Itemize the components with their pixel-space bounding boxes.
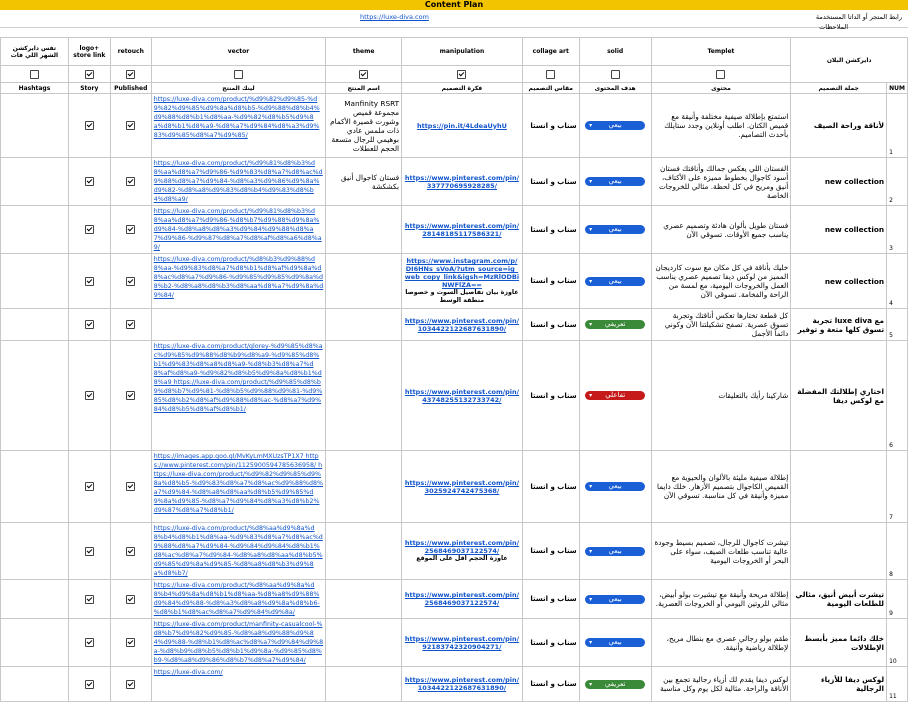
published-cell xyxy=(110,523,151,580)
story-checkbox[interactable] xyxy=(85,482,94,491)
column-header-row xyxy=(1,83,908,94)
row-number: 2 xyxy=(889,197,893,204)
table-row xyxy=(1,309,908,341)
top-checkbox[interactable] xyxy=(716,70,725,79)
published-checkbox[interactable] xyxy=(126,121,135,130)
product-name-cell xyxy=(326,254,402,309)
story-cell xyxy=(68,254,110,309)
col-header: فكرة التصميم xyxy=(402,83,523,94)
content-goal-cell xyxy=(579,667,651,702)
table-row xyxy=(1,451,908,523)
row-number-cell xyxy=(887,667,908,702)
th-vector: vector xyxy=(151,38,325,66)
story-checkbox[interactable] xyxy=(85,391,94,400)
hashtags-cell xyxy=(1,341,69,451)
design-phrase: لأناقة وراحة الصيف xyxy=(813,121,885,130)
design-size-cell xyxy=(522,206,579,254)
design-idea-link[interactable]: https://www.pinterest.com/pin/92183742320904271/ xyxy=(404,634,520,651)
design-size-cell xyxy=(522,94,579,158)
product-name-cell xyxy=(326,309,402,341)
published-checkbox[interactable] xyxy=(126,225,135,234)
top-check-cell xyxy=(579,66,651,83)
col-header: جملة التصميم xyxy=(791,83,887,94)
top-checkbox[interactable] xyxy=(546,70,555,79)
row-number-cell xyxy=(887,580,908,619)
content-text: استمتع بإطلالة صيفية مختلفة وأنيقة مع قميص الكتان. اطلب أونلاين وجدد ستايلك بأحدث التصاميم. xyxy=(664,112,789,139)
story-cell xyxy=(68,523,110,580)
published-checkbox[interactable] xyxy=(126,391,135,400)
th-retouch: retouch xyxy=(110,38,151,66)
published-checkbox[interactable] xyxy=(126,320,135,329)
design-idea-cell xyxy=(402,619,523,667)
top-check-cell xyxy=(651,66,791,83)
content-text-cell xyxy=(651,158,791,206)
design-size: سناب و انستا xyxy=(530,547,577,555)
story-cell xyxy=(68,341,110,451)
store-label: رابط المتجر أو الداتا المستخدمة xyxy=(815,13,902,21)
product-name-cell xyxy=(326,206,402,254)
design-phrase-cell xyxy=(791,451,887,523)
content-text-cell xyxy=(651,523,791,580)
product-name-cell xyxy=(326,523,402,580)
content-text: فستان طويل بألوان هادئة وتصميم عصري يناسب جميع الأوقات. تسوقي الآن xyxy=(663,220,789,239)
top-check-cell xyxy=(151,66,325,83)
story-checkbox[interactable] xyxy=(85,121,94,130)
top-checkbox[interactable] xyxy=(85,70,94,79)
row-number-cell xyxy=(887,341,908,451)
product-name-cell xyxy=(326,619,402,667)
design-idea-cell xyxy=(402,158,523,206)
design-size-cell xyxy=(522,309,579,341)
hashtags-cell xyxy=(1,619,69,667)
top-checkbox[interactable] xyxy=(234,70,243,79)
content-text-cell xyxy=(651,451,791,523)
product-name: Manfinity RSRT مجموعة قميص وشورت قصيرة الأكمام ذات ملمس عادي بوهيمي للرجال متسعة الحجم للعطلات xyxy=(330,98,400,153)
content-text-cell xyxy=(651,341,791,451)
th-collage: collage art xyxy=(522,38,579,66)
th-logo-store: logo+ store link xyxy=(68,38,110,66)
table-row xyxy=(1,254,908,309)
design-idea-link[interactable]: https://www.pinterest.com/pin/43748255132733742/ xyxy=(404,387,520,404)
col-header: هدف المحتوى xyxy=(579,83,651,94)
row-number: 1 xyxy=(889,149,893,156)
top-checkbox[interactable] xyxy=(30,70,39,79)
product-name-cell xyxy=(326,451,402,523)
top-check-cell xyxy=(68,66,110,83)
design-size-cell xyxy=(522,254,579,309)
design-idea-cell xyxy=(402,254,523,309)
content-goal-dropdown[interactable]: تعريفي ▾ xyxy=(585,320,645,329)
top-check-cell xyxy=(1,66,69,83)
product-name-cell xyxy=(326,580,402,619)
published-checkbox[interactable] xyxy=(126,680,135,689)
design-idea-cell xyxy=(402,451,523,523)
content-text-cell xyxy=(651,254,791,309)
design-idea-link[interactable]: https://www.pinterest.com/pin/1034422122687631890/ xyxy=(404,316,520,333)
top-check-row xyxy=(1,66,908,83)
product-link-cell xyxy=(151,580,325,619)
design-size: سناب و انستا xyxy=(530,638,577,647)
hashtags-cell xyxy=(1,309,69,341)
product-link-cell xyxy=(151,309,325,341)
product-link[interactable]: https://luxe-diva.com/product/%d9%82%d9%85-%d9%82%d9%85%d9%8a%d8%b5-%d9%88%d8%b4%d9%88%d8%b1%d8%aa-%d9%82%d8%b5%d9%8a%d8%b1%d8%a9-%d8%a7%d9%84%d8%a3%d9%83%d9%85%d8%a7%d9%85/ xyxy=(153,96,320,139)
content-goal-cell xyxy=(579,341,651,451)
published-cell xyxy=(110,158,151,206)
design-phrase-cell xyxy=(791,341,887,451)
table-row xyxy=(1,206,908,254)
content-goal-dropdown[interactable]: بيعي ▾ xyxy=(585,595,645,604)
top-checkbox[interactable] xyxy=(359,70,368,79)
published-cell xyxy=(110,94,151,158)
top-header-row xyxy=(1,38,908,66)
design-size-cell xyxy=(522,158,579,206)
design-phrase-cell xyxy=(791,580,887,619)
design-size: سناب و انستا xyxy=(530,277,577,285)
design-size: سناب و انستا xyxy=(530,121,577,130)
design-idea-cell xyxy=(402,94,523,158)
product-link[interactable]: https://luxe-diva.com/product/%d9%81%d8%b3%d8%aa%d8%a7%d9%86-%d8%b7%d9%88%d9%8a%d9%84-%d8%a8%d8%a3%d9%84%d9%88%d8%a7%d9%86-%d9%87%d8%a7%d8%af%d8%a6%d8%a9/ xyxy=(153,208,322,251)
content-text-cell xyxy=(651,667,791,702)
notes-label: الملاحظات xyxy=(819,23,848,31)
design-idea-cell xyxy=(402,523,523,580)
product-link[interactable]: https://luxe-diva.com/product/manfinity-casualcool-%d8%b7%d9%82%d9%85-%d8%a8%d9%88%d9%84%d9%88-%d8%b1%d8%ac%d8%a7%d9%84%d9%8a-%d8%b9%d8%b5%d8%b1%d9%8a-%d9%85%d8%b9-%d8%a8%d9%86%d8%b7%d8%a7%d9%84/ xyxy=(153,621,324,664)
design-idea-link[interactable]: https://www.pinterest.com/pin/2568469037122574/ xyxy=(404,591,520,607)
row-number: 5 xyxy=(889,332,893,339)
story-cell xyxy=(68,451,110,523)
content-text: شاركينا رأيك بالتعليقات xyxy=(718,391,789,400)
story-cell xyxy=(68,94,110,158)
top-checkbox[interactable] xyxy=(457,70,466,79)
content-goal-dropdown[interactable]: بيعي ▾ xyxy=(585,547,645,556)
product-link-cell xyxy=(151,667,325,702)
table-row xyxy=(1,94,908,158)
col-header: Hashtags xyxy=(1,83,69,94)
product-link[interactable]: https://luxe-diva.com/product/%d8%aa%d9%8a%d8%b4%d8%b1%d8%aa-%d9%83%d8%a7%d8%ac%d9%88%d8%a7%d9%84-%d9%84%d9%84%d8%b1%d8%ac%d8%a7%d9%84-%d8%a8%d8%aa%d8%b5%d9%85%d9%8a%d9%85-%d8%a8%d8%b3%d9%8a%d8%b7/ xyxy=(153,525,323,577)
hashtags-cell xyxy=(1,523,69,580)
design-phrase-cell xyxy=(791,206,887,254)
th-theme: theme xyxy=(326,38,402,66)
hashtags-cell xyxy=(1,580,69,619)
published-checkbox[interactable] xyxy=(126,177,135,186)
product-link[interactable]: https://luxe-diva.com/ xyxy=(153,669,223,676)
top-check-cell xyxy=(402,66,523,83)
content-text: الفستان اللي يعكس جمالك وأناقتك فستان أسود كاجوال بخطوط مميزة على الأكتاف، أنيق ومريح في كل لحظة. مثالي للخروجات الخاصة xyxy=(658,163,789,200)
th-templet: Templet xyxy=(651,38,791,66)
design-idea-link[interactable]: https://www.pinterest.com/pin/2568469037122574/ xyxy=(404,539,520,555)
content-goal-cell xyxy=(579,451,651,523)
story-checkbox[interactable] xyxy=(85,177,94,186)
row-number: 11 xyxy=(889,693,897,700)
design-phrase: مع luxe diva تجربة تسوق كلها متعة و توفير xyxy=(797,315,885,334)
col-header: لينك المنتج xyxy=(151,83,325,94)
product-link-cell xyxy=(151,206,325,254)
design-phrase-cell xyxy=(791,309,887,341)
design-idea-note: عاوزة الحجم اقل على الموقع xyxy=(416,555,508,562)
design-size-cell xyxy=(522,619,579,667)
story-cell xyxy=(68,309,110,341)
published-cell xyxy=(110,341,151,451)
top-check-cell xyxy=(110,66,151,83)
design-idea-link[interactable]: https://www.pinterest.com/pin/337770695928285/ xyxy=(404,173,520,190)
product-link-cell xyxy=(151,451,325,523)
design-idea-link[interactable]: https://www.pinterest.com/pin/28148185117586321/ xyxy=(404,221,520,238)
table-row xyxy=(1,580,908,619)
content-goal-dropdown[interactable]: تعريفي ▾ xyxy=(585,680,645,689)
product-link[interactable]: https://luxe-diva.com/product/%d8%b3%d9%88%d8%aa-%d9%83%d8%a7%d8%b1%d8%af%d9%8a%d8%ac%d8%a7%d9%86-%d9%85%d9%85%d9%8a%d8%b2-%d8%a8%d8%b3%d8%aa%d8%a7%d9%8a%d9%84/ xyxy=(153,256,324,299)
story-cell xyxy=(68,206,110,254)
product-name: فستان كاجوال أنيق بكشكشة xyxy=(341,172,400,191)
content-goal-cell xyxy=(579,580,651,619)
hashtags-cell xyxy=(1,206,69,254)
story-checkbox[interactable] xyxy=(85,225,94,234)
top-check-cell xyxy=(522,66,579,83)
design-size: سناب و انستا xyxy=(530,177,577,186)
product-link[interactable]: https://luxe-diva.com/product/glorey-%d9%85%d8%ac%d9%85%d9%88%d8%b9%d8%a9-%d9%85%d8%b1%d9%83%d8%a8%d8%a9-%d8%b3%d8%a7%d8%af%d8%a9-%d9%82%d8%b5%d9%8a%d8%b1%d8%a9 https://luxe-diva.com/product/%d9%85%d8%b9%d8%b7%d9%81-%d8%b5%d9%88%d9%81-%d9%85%d8%b2%d8%af%d9%88%d8%ac-%d8%a7%d9%84%d8%b5%d8%af%d8%b1/ xyxy=(153,343,323,413)
content-goal-dropdown[interactable]: بيعي ▾ xyxy=(585,121,645,130)
design-size-cell xyxy=(522,667,579,702)
sheet-title: Content Plan xyxy=(0,0,908,10)
site-link[interactable]: https://luxe-diva.com xyxy=(360,13,429,21)
row-number: 3 xyxy=(889,245,893,252)
design-size-cell xyxy=(522,341,579,451)
design-phrase: new collection xyxy=(824,177,885,186)
design-size: سناب و انستا xyxy=(530,391,577,400)
design-idea-cell xyxy=(402,667,523,702)
col-header: محتوى xyxy=(651,83,791,94)
design-idea-cell xyxy=(402,580,523,619)
design-phrase: new collection xyxy=(824,276,885,286)
published-cell xyxy=(110,580,151,619)
design-phrase-cell xyxy=(791,254,887,309)
design-idea-link[interactable]: https://pin.it/4LdeaUyhU xyxy=(416,121,507,130)
design-phrase: خلك دائما مميز بأبسط الإطلالات xyxy=(804,633,885,652)
published-cell xyxy=(110,619,151,667)
design-size-cell xyxy=(522,580,579,619)
content-goal-cell xyxy=(579,619,651,667)
content-goal-cell xyxy=(579,523,651,580)
content-text: إطلالة صيفية مليئة بالألوان والحيوية مع القميص الكاجوال بتصميم الأزهار. خلك دايما مميزة وأنيقة في كل مناسبة. تسوقي الآن xyxy=(656,473,789,500)
content-text-cell xyxy=(651,580,791,619)
design-idea-cell xyxy=(402,341,523,451)
design-idea-cell xyxy=(402,206,523,254)
design-idea-link[interactable]: https://www.pinterest.com/pin/1034422122687631890/ xyxy=(404,676,520,692)
row-number-cell xyxy=(887,619,908,667)
story-checkbox[interactable] xyxy=(85,595,94,604)
design-phrase-cell xyxy=(791,667,887,702)
content-goal-cell xyxy=(579,158,651,206)
product-link[interactable]: https://images.app.goo.gl/MvKyLmMXUzsTP1X7 https://www.pinterest.com/pin/1125900594785636958/ https://luxe-diva.com/product/%d9%82%d9%85%d9%8a%d8%b5-%d9%83%d8%a7%d8%ac%d9%88%d8%a7%d9%84-%d8%a8%d8%aa%d8%b5%d9%85%d9%8a%d9%85-%d8%a7%d9%84%d8%a3%d8%b2%d9%87%d8%a7%d8%b1/ xyxy=(153,453,323,514)
product-link-cell xyxy=(151,619,325,667)
design-size-cell xyxy=(522,451,579,523)
hashtags-cell xyxy=(1,451,69,523)
row-number-cell xyxy=(887,206,908,254)
row-number-cell xyxy=(887,254,908,309)
published-checkbox[interactable] xyxy=(126,595,135,604)
design-size: سناب و انستا xyxy=(530,320,577,329)
story-cell xyxy=(68,580,110,619)
th-last-month: تفس دايركشن الشهر اللي فات xyxy=(1,38,69,66)
row-number: 9 xyxy=(889,610,893,617)
story-cell xyxy=(68,619,110,667)
product-link-cell xyxy=(151,523,325,580)
content-goal-dropdown[interactable]: بيعي ▾ xyxy=(585,482,645,491)
content-goal-cell xyxy=(579,94,651,158)
hashtags-cell xyxy=(1,158,69,206)
story-checkbox[interactable] xyxy=(85,547,94,556)
product-link-cell xyxy=(151,158,325,206)
content-text: تيشرت كاجوال للرجال، تصميم بسيط وجودة عالية تناسب طلعات الصيف، سواء على البحر أو الخروجات اليومية xyxy=(654,537,789,565)
table-row xyxy=(1,667,908,702)
table-row xyxy=(1,158,908,206)
story-checkbox[interactable] xyxy=(85,277,94,286)
design-phrase-cell xyxy=(791,619,887,667)
meta-row xyxy=(0,10,908,31)
content-goal-dropdown[interactable]: بيعي ▾ xyxy=(585,277,645,286)
col-header: اسم المنتج xyxy=(326,83,402,94)
row-number: 7 xyxy=(889,514,893,521)
story-checkbox[interactable] xyxy=(85,320,94,329)
design-size: سناب و انستا xyxy=(530,595,577,603)
row-number-cell xyxy=(887,523,908,580)
product-name-cell xyxy=(326,341,402,451)
table-row xyxy=(1,619,908,667)
top-checkbox[interactable] xyxy=(126,70,135,79)
product-link-cell xyxy=(151,94,325,158)
story-cell xyxy=(68,158,110,206)
table-row xyxy=(1,523,908,580)
hashtags-cell xyxy=(1,667,69,702)
row-number: 8 xyxy=(889,571,893,578)
content-text-cell xyxy=(651,619,791,667)
col-header: Story xyxy=(68,83,110,94)
table-row xyxy=(1,341,908,451)
product-name-cell xyxy=(326,158,402,206)
content-plan-table xyxy=(0,37,908,702)
row-number-cell xyxy=(887,309,908,341)
product-name-cell xyxy=(326,667,402,702)
product-link-cell xyxy=(151,254,325,309)
row-number: 10 xyxy=(889,658,897,665)
product-link[interactable]: https://luxe-diva.com/product/%d9%81%d8%b3%d8%aa%d8%a7%d9%86-%d9%83%d8%a7%d8%ac%d9%88%d8%a7%d9%84-%d8%a3%d9%86%d9%8a%d9%82-%d8%a8%d9%83%d8%b4%d9%83%d8%b4%d8%a9/ xyxy=(153,160,323,203)
content-text-cell xyxy=(651,206,791,254)
content-goal-cell xyxy=(579,309,651,341)
published-cell xyxy=(110,667,151,702)
content-goal-cell xyxy=(579,254,651,309)
th-manipulation: manipulation xyxy=(402,38,523,66)
content-text: إطلالة مريحة وأنيقة مع تيشيرت بولو أبيض، مثالي للروتين اليومي أو الخروجات العصرية. xyxy=(655,590,789,608)
design-size: سناب و انستا xyxy=(530,680,577,688)
col-header: NUM xyxy=(887,83,908,94)
published-cell xyxy=(110,309,151,341)
product-link-cell xyxy=(151,341,325,451)
published-checkbox[interactable] xyxy=(126,638,135,647)
hashtags-cell xyxy=(1,94,69,158)
th-direction: دايركشن البلان xyxy=(791,38,908,83)
design-idea-link[interactable]: https://www.pinterest.com/pin/3025924742475368/ xyxy=(404,478,520,495)
design-idea-note: عاوزة بيان تفاصيل السوت و خصوصا منطقة الوسط xyxy=(405,289,519,304)
row-number: 6 xyxy=(889,442,893,449)
top-check-cell xyxy=(326,66,402,83)
design-size-cell xyxy=(522,523,579,580)
row-number-cell xyxy=(887,94,908,158)
design-phrase-cell xyxy=(791,158,887,206)
design-phrase: new collection xyxy=(824,225,885,234)
content-goal-dropdown[interactable]: تفاعلي ▾ xyxy=(585,391,645,400)
content-goal-cell xyxy=(579,206,651,254)
published-checkbox[interactable] xyxy=(126,277,135,286)
content-text: خليك بأناقة في كل مكان مع سوت كارديجان المميز من لوكس ديفا تصميم عصري يناسب العمل والخروجات اليومية، مع لمسة من الراحة والفخامة. تسوقي الآن xyxy=(655,263,789,299)
design-idea-link[interactable]: https://www.instagram.com/p/DI6HNs_sVoA/?utm_source=ig_web_copy_link&igsh=MzRlODBiNWFlZA== xyxy=(404,257,520,289)
design-phrase-cell xyxy=(791,94,887,158)
product-name-cell xyxy=(326,94,402,158)
content-text: كل قطعة تختارها تعكس أناقتك وتجربة تسوق عصرية. تصفح تشكيلتنا الآن وكوني دائماً الأجمل xyxy=(664,311,789,338)
col-header: مقاس التصميم xyxy=(522,83,579,94)
row-number-cell xyxy=(887,158,908,206)
story-cell xyxy=(68,667,110,702)
published-checkbox[interactable] xyxy=(126,547,135,556)
published-cell xyxy=(110,206,151,254)
published-cell xyxy=(110,254,151,309)
content-goal-dropdown[interactable]: بيعي ▾ xyxy=(585,225,645,234)
row-number-cell xyxy=(887,451,908,523)
content-goal-dropdown[interactable]: بيعي ▾ xyxy=(585,638,645,647)
design-phrase: اختاري إطلالتك المفضلة مع لوكس ديفا xyxy=(797,386,885,405)
col-header: Published xyxy=(110,83,151,94)
published-checkbox[interactable] xyxy=(126,482,135,491)
content-goal-dropdown[interactable]: بيعي ▾ xyxy=(585,177,645,186)
design-idea-cell xyxy=(402,309,523,341)
published-cell xyxy=(110,451,151,523)
design-phrase: تيشرت أبيض أنيق، مثالي للطلعات اليومية xyxy=(795,590,885,608)
th-solid: solid xyxy=(579,38,651,66)
story-checkbox[interactable] xyxy=(85,638,94,647)
design-phrase: لوكس ديفا للأزياء الرجالية xyxy=(820,675,885,693)
design-size: سناب و انستا xyxy=(530,225,577,234)
story-checkbox[interactable] xyxy=(85,680,94,689)
design-size: سناب و انستا xyxy=(530,482,577,491)
product-link[interactable]: https://luxe-diva.com/product/%d8%aa%d9%8a%d8%b4%d9%8a%d8%b1%d8%aa-%d8%a8%d9%88%d9%84%d9%88-%d8%a3%d8%a8%d9%8a%d8%b6-%d8%b1%d8%ac%d8%a7%d9%84%d9%8a/ xyxy=(153,582,320,616)
top-checkbox[interactable] xyxy=(611,70,620,79)
design-phrase-cell xyxy=(791,523,887,580)
content-text-cell xyxy=(651,94,791,158)
content-text-cell xyxy=(651,309,791,341)
row-number: 4 xyxy=(889,300,893,307)
content-text: لوكس ديفا يقدم لك أزياء رجالية تجمع بين الأناقة والراحة. مثالية لكل يوم وكل مناسبة xyxy=(660,675,789,693)
hashtags-cell xyxy=(1,254,69,309)
content-text: طقم بولو رجالي عصري مع بنطال مريح، لإطلالة رياضية وأنيقة. xyxy=(666,633,789,652)
